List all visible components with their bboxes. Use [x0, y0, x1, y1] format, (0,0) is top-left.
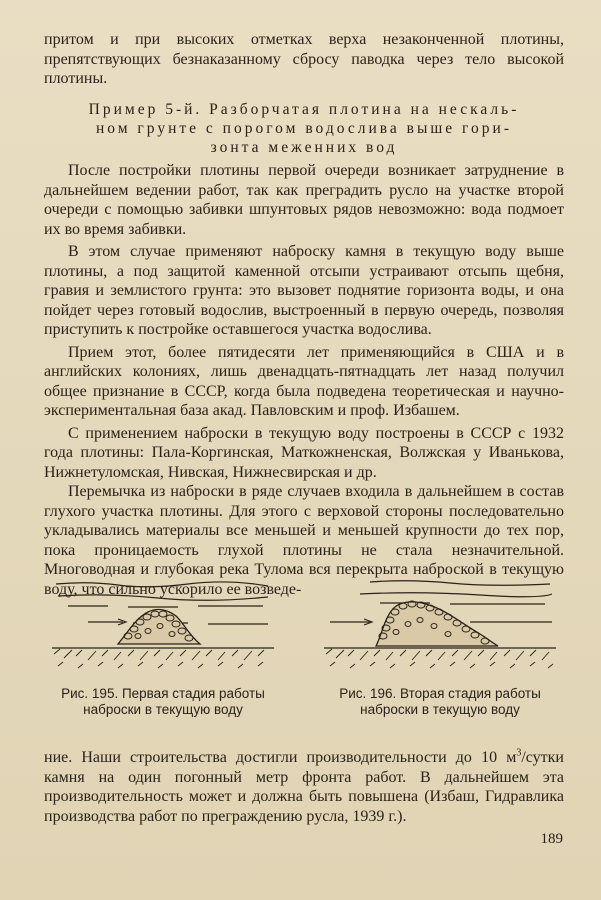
- figure-196-drawing: [320, 576, 560, 676]
- paragraph-3: Прием этот, более пятидесяти лет применяющийся в США и в английских колониях, лишь двенадцать-пятнадцать лет назад получил общее признание в СССР, когда была подведена теоретическая и научно-экспериментальная база акад. Павловским и проф. Избашем.: [44, 343, 564, 419]
- page-number: 189: [540, 831, 563, 847]
- figure-195-caption: [48, 686, 278, 718]
- continued-paragraph: притом и при высоких отметках верха незаконченной плотины, препятствующих безнаказанному сбросу паводка через тело высокой плотины.: [44, 31, 564, 87]
- example-heading-line-3: зонта меженних вод: [210, 139, 398, 156]
- cubic-superscript: 3: [516, 747, 522, 759]
- figure-195-caption-line-2: наброски в текущую воду: [83, 702, 243, 717]
- body-text: [44, 161, 564, 599]
- example-heading: [44, 100, 564, 157]
- figure-195-caption-line-1: Рис. 195. Первая стадия работы: [61, 686, 265, 701]
- example-heading-line-2: ном грунте с порогом водослива выше гори-: [96, 120, 512, 137]
- figure-195-drawing: [48, 576, 278, 676]
- figure-196: [320, 576, 560, 718]
- figure-196-caption-line-1: Рис. 196. Вторая стадия работы: [339, 686, 541, 701]
- paragraph-4: С применением наброски в текущую воду построены в СССР с 1932 года плотины: Пала-Коргинская, Маткожненская, Волжская у Иванькова, Нижнетуломская, Нивская, Нижнесвирская и др.: [44, 424, 564, 481]
- closing-text-end: /сутки камня на один погонный метр фронта работ. В дальнейшем эта производительность может и должна быть повышена (Избаш, Гидравлика производства работ по преграждению русла, 1939 г.).: [44, 749, 564, 825]
- paragraph-1: После постройки плотины первой очереди возникает затруднение в дальнейшем ведении работ, так как преградить русло на участке второй очереди с помощью забивки шпунтовых рядов невозможно: вода подмоет их во время забивки.: [44, 162, 564, 238]
- text-block-top: [44, 30, 564, 89]
- figure-196-caption: [320, 686, 560, 718]
- figure-196-caption-line-2: наброски в текущую воду: [360, 702, 520, 717]
- figures-row: [0, 576, 601, 726]
- paragraph-2: В этом случае применяют наброску камня в текущую воду выше плотины, а под защитой каменной отсыпи устраивают отсыпь щебня, гравия и землистого грунта: это вызовет поднятие горизонта воды, и она пойдет через готовый водослив, выстроенный в первую очередь, позволяя приступить к постройке оставшегося участка водослива.: [44, 243, 564, 338]
- closing-paragraph: [44, 748, 564, 826]
- figure-195: [48, 576, 278, 718]
- text-block-bottom: [44, 748, 564, 826]
- example-heading-line-1: Пример 5-й. Разборчатая плотина на нескаль-: [88, 101, 520, 118]
- paragraph-5: Перемычка из наброски в ряде случаев входила в дальнейшем в состав глухого участка плотины. Для этого с верховой стороны последовательно укладывались материалы все меньшей и меньшей крупности до тех пор, пока проницаемость глухой плотины не стала незначительной. Многоводная и глубокая река Тулома вся перекрыта наброской в текущую воду, что сильно ускорило ее возведе-: [44, 483, 564, 598]
- closing-text-start: ние. Наши строительства достигли производительности до 10 м: [44, 749, 517, 766]
